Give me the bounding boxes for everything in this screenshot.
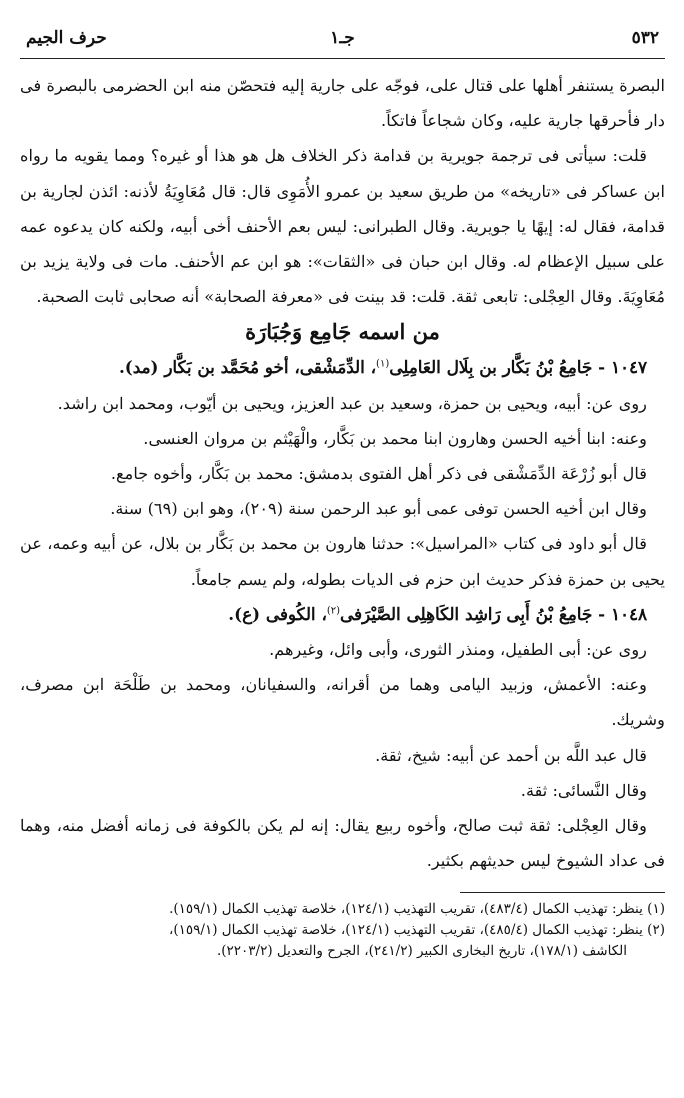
paragraph: روى عن: أبى الطفيل، ومنذر الثورى، وأبى وائل، وغيرهم. — [269, 640, 647, 660]
page — [20, 18, 665, 962]
paragraph: قلت: سيأتى فى ترجمة جويرية بن قدامة ذكر الخلاف هل هو هذا أو غيره؟ ومما يقويه ما رواه ابن عساكر فى «تاريخه» من طريق سعيد بن عمرو الأُمَوِى قال: قال مُعَاوِيَةُ لأذنه: ائذن لجارية بن قدامة، فقال له: إيهًا يا جويرية. وقال الطبرانى: ليس بعم الأحنف أخى أبيه، ولكنه كان يدعوه عمه على سبيل الإعظام له. وقال ابن حبان فى «الثقات»: هو ابن عم الأحنف. مات فى ولاية يزيد بن مُعَاوِيَةَ. وقال العِجْلى: تابعى ثقة. قلت: قد بينت فى «معرفة الصحابة» أنه صحابى ثابت الصحبة. — [20, 146, 665, 307]
footnote-continuation: الكاشف (١٧٨/١)، تاريخ البخارى الكبير (٢٤١/٢)، الجرح والتعديل (٢٢٠٣/٢). — [216, 943, 627, 960]
paragraph: روى عن: أبيه، ويحيى بن حمزة، وسعيد بن عبد العزيز، ويحيى بن أيّوب، ومحمد ابن راشد. — [57, 393, 647, 413]
volume-label: جـ١ — [330, 28, 355, 48]
entry-1047-heading — [20, 350, 665, 385]
footnote: (١) ينظر: تهذيب الكمال (٤٨٣/٤)، تقريب التهذيب (١٢٤/١)، خلاصة تهذيب الكمال (١٥٩/١). — [169, 901, 665, 918]
footnote-marker: (٢) — [326, 605, 341, 617]
entry-1048-heading — [20, 597, 665, 632]
paragraph: قال أبو زُرْعَة الدِّمَشْقى فى ذكر أهل الفتوى بدمشق: محمد بن بَكَّار، وأخوه جامع. — [110, 464, 647, 484]
footnote-divider — [460, 892, 665, 893]
paragraph: وقال النَّسائى: ثقة. — [520, 780, 647, 800]
paragraph: وقال ابن أخيه الحسن توفى عمى أبو عبد الرحمن سنة (٢٠٩)، وهو ابن (٦٩) سنة. — [110, 499, 647, 519]
paragraph: البصرة يستنفر أهلها على قتال على، فوجّه على جارية إليه فتحصّن منه ابن الحضرمى بالبصرة فى دار فأحرقها جارية عليه، وكان شجاعاً فاتكاً. — [20, 76, 665, 131]
paragraph: قال عبد اللَّه بن أحمد عن أبيه: شيخ، ثقة. — [375, 745, 647, 765]
running-title: حرف الجيم — [26, 28, 107, 48]
entry-title: ١٠٤٧ - جَامِعُ بْنُ بَكَّار بن بِلَال العَامِلِى — [389, 357, 647, 378]
page-header — [20, 18, 665, 59]
paragraph: وقال العِجْلى: ثقة ثبت صالح، وأخوه ربيع يقال: إنه لم يكن بالكوفة فى زمانه أفضل منه، وهما فى عداد الشيوخ ليس حديثهم بكثير. — [20, 816, 665, 871]
entry-title: ١٠٤٨ - جَامِعُ بْنُ أَبِى رَاشِد الكَاهِلِى الصَّيْرَفى — [340, 603, 647, 624]
section-heading: من اسمه جَامِع وَجُبَارَة — [245, 319, 440, 345]
footnote-marker: (١) — [376, 359, 390, 371]
main-text — [20, 68, 665, 878]
footnotes — [20, 899, 665, 962]
entry-title-rest: ، الكُوفى (ع). — [228, 603, 327, 624]
footnote: (٢) ينظر: تهذيب الكمال (٤٨٥/٤)، تقريب التهذيب (١٢٤/١)، خلاصة تهذيب الكمال (١٥٩/١)، — [169, 922, 665, 939]
paragraph: قال أبو داود فى كتاب «المراسيل»: حدثنا هارون بن محمد بن بَكَّار بن بلال، عن أبيه وعمه، عن يحيى بن حمزة فذكر حديث ابن حزم فى الديات بطوله، ولم يسم جامعاً. — [20, 534, 665, 589]
entry-title-rest: ، الدِّمَشْقى، أخو مُحَمَّد بن بَكَّار (مد). — [118, 357, 377, 378]
paragraph: وعنه: ابنا أخيه الحسن وهارون ابنا محمد بن بَكَّار، والْهَيْثم بن مروان العنسى. — [143, 428, 647, 448]
paragraph: وعنه: الأعمش، وزبيد اليامى وهما من أقرانه، والسفيانان، ومحمد بن طَلْحَة ابن مصرف، وشريك. — [20, 675, 665, 730]
page-number: ٥٣٢ — [631, 28, 659, 48]
